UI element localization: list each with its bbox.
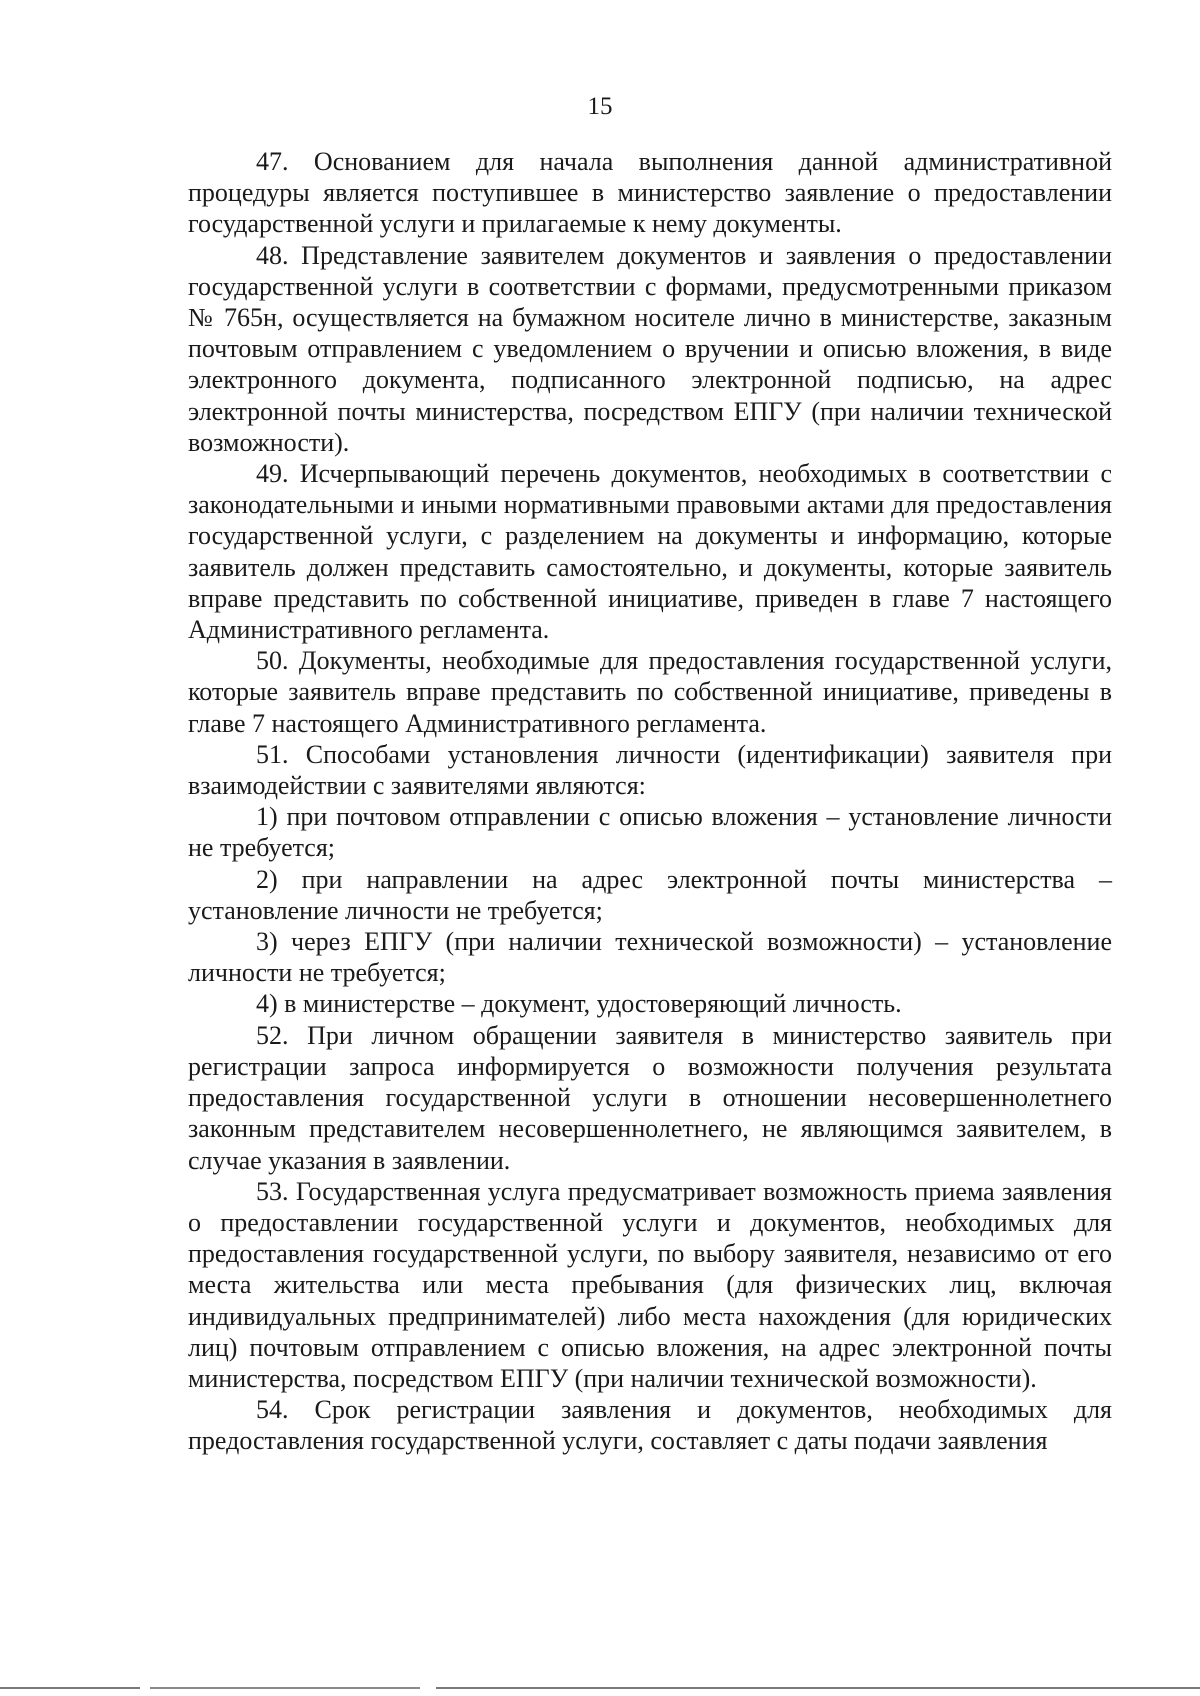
paragraph-54: 54. Срок регистрации заявления и документов, необходимых для предоставления государственной услуги, составляет с даты подачи заявления: [188, 1395, 1112, 1456]
paragraph-49: 49. Исчерпывающий перечень документов, необходимых в соответствии с законодательными и иными нормативными правовыми актами для предоставления государственной услуги, с разделением на документы и информацию, которые заявитель должен представить самостоятельно, и документы, которые заявитель вправе представить по собственной инициативе, приведен в главе 7 настоящего Административного регламента.: [188, 459, 1112, 645]
paragraph-50: 50. Документы, необходимые для предоставления государственной услуги, которые заявитель вправе представить по собственной инициативе, приведены в главе 7 настоящего Административного регламента.: [188, 646, 1112, 738]
scan-edge-line: [0, 1687, 1200, 1689]
paragraph-51: 51. Способами установления личности (идентификации) заявителя при взаимодействии с заявителями являются:: [188, 739, 1112, 801]
list-item-4: 4) в министерстве – документ, удостоверяющий личность.: [256, 989, 902, 1019]
paragraph-53: 53. Государственная услуга предусматривает возможность приема заявления о предоставлении государственной услуги и документов, необходимых для предоставления государственной услуги, по выбору заявителя, независимо от его места жительства или места пребывания (для физических лиц, включая индивидуальных предпринимателей) либо места нахождения (для юридических лиц) почтовым отправлением с описью вложения, на адрес электронной почты министерства, посредством ЕПГУ (при наличии технической возможности).: [188, 1176, 1112, 1393]
paragraph-47: 47. Основанием для начала выполнения данной административной процедуры является поступившее в министерство заявление о предоставлении государственной услуги и прилагаемые к нему документы.: [188, 147, 1112, 239]
page-number: 15: [587, 93, 613, 120]
list-item-1: 1) при почтовом отправлении с описью вложения – установление личности не требуется;: [188, 802, 1112, 863]
list-item-3: 3) через ЕПГУ (при наличии технической возможности) – установление личности не требуется;: [188, 927, 1112, 988]
paragraph-52: 52. При личном обращении заявителя в министерство заявитель при регистрации запроса информируется о возможности получения результата предоставления государственной услуги в отношении несовершеннолетнего законным представителем несовершеннолетнего, не являющимся заявителем, в случае указания в заявлении.: [188, 1020, 1112, 1175]
list-item-2: 2) при направлении на адрес электронной почты министерства – установление личности не требуется;: [188, 864, 1112, 925]
document-body: [188, 146, 1112, 1457]
paragraph-48: 48. Представление заявителем документов и заявления о предоставлении государственной услуги в соответствии с формами, предусмотренными приказом № 765н, осуществляется на бумажном носителе лично в министерстве, заказным почтовым отправлением с уведомлением о вручении и описью вложения, в виде электронного документа, подписанного электронной подписью, на адрес электронной почты министерства, посредством ЕПГУ (при наличии технической возможности).: [188, 240, 1112, 457]
